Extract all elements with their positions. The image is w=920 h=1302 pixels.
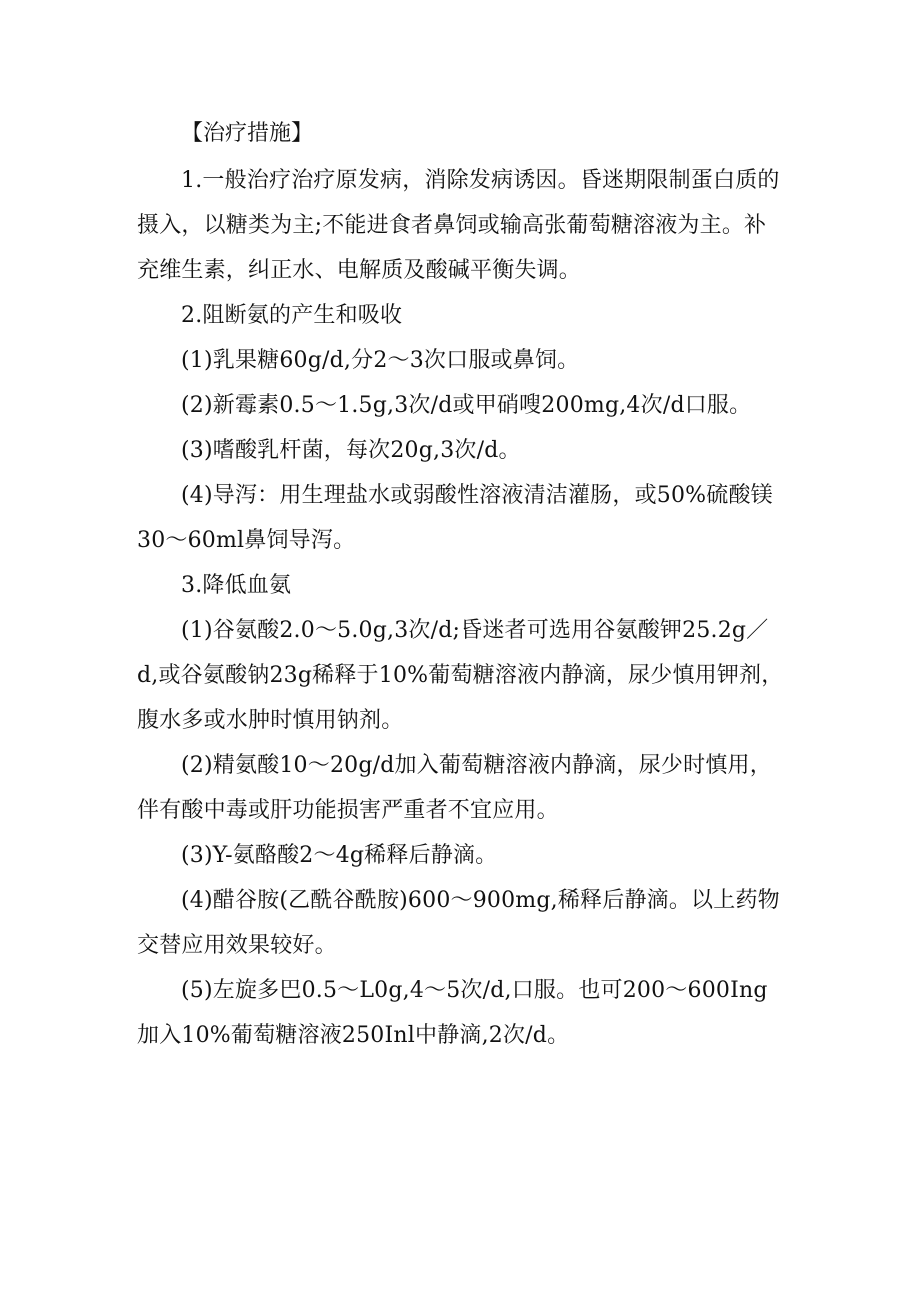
paragraph-general-treatment: 1.一般治疗治疗原发病，消除发病诱因。昏迷期限制蛋白质的摄入，以糖类为主;不能进食者鼻饲或输高张葡萄糖溶液为主。补充维生素，纠正水、电解质及酸碱平衡失调。: [137, 168, 780, 283]
document-content: [137, 111, 785, 1058]
paragraph-aceglutamide: (4)醋谷胺(乙酰谷酰胺)600～900mg,稀释后静滴。以上药物交替应用效果较好。: [137, 888, 780, 958]
section-heading: 【治疗措施】: [181, 121, 314, 146]
paragraph-neomycin: (2)新霉素0.5～1.5g,3次/d或甲硝嗖200mg,4次/d口服。: [181, 393, 752, 418]
paragraph-lactobacillus: (3)嗜酸乳杆菌，每次20g,3次/d。: [181, 438, 521, 463]
paragraph-block-ammonia: 2.阻断氨的产生和吸收: [181, 303, 403, 328]
paragraph-laxative: (4)导泻：用生理盐水或弱酸性溶液清洁灌肠，或50%硫酸镁30～60ml鼻饲导泻。: [137, 483, 773, 553]
paragraph-arginine: (2)精氨酸10～20g/d加入葡萄糖溶液内静滴，尿少时慎用，伴有酸中毒或肝功能损害严重者不宜应用。: [137, 753, 772, 823]
paragraph-gaba: (3)Y-氨酪酸2～4g稀释后静滴。: [181, 843, 498, 868]
paragraph-glutamic-acid: (1)谷氨酸2.0～5.0g,3次/d;昏迷者可选用谷氨酸钾25.2g／d,或谷氨酸钠23g稀释于10%葡萄糖溶液内静滴，尿少慎用钾剂，腹水多或水肿时慎用钠剂。: [137, 618, 784, 733]
paragraph-levodopa: (5)左旋多巴0.5～L0g,4～5次/d,口服。也可200～600Ing加入10%葡萄糖溶液250Inl中静滴,2次/d。: [137, 978, 768, 1048]
paragraph-lower-blood-ammonia: 3.降低血氨: [181, 573, 292, 598]
paragraph-lactulose: (1)乳果糖60g/d,分2～3次口服或鼻饲。: [181, 348, 580, 373]
